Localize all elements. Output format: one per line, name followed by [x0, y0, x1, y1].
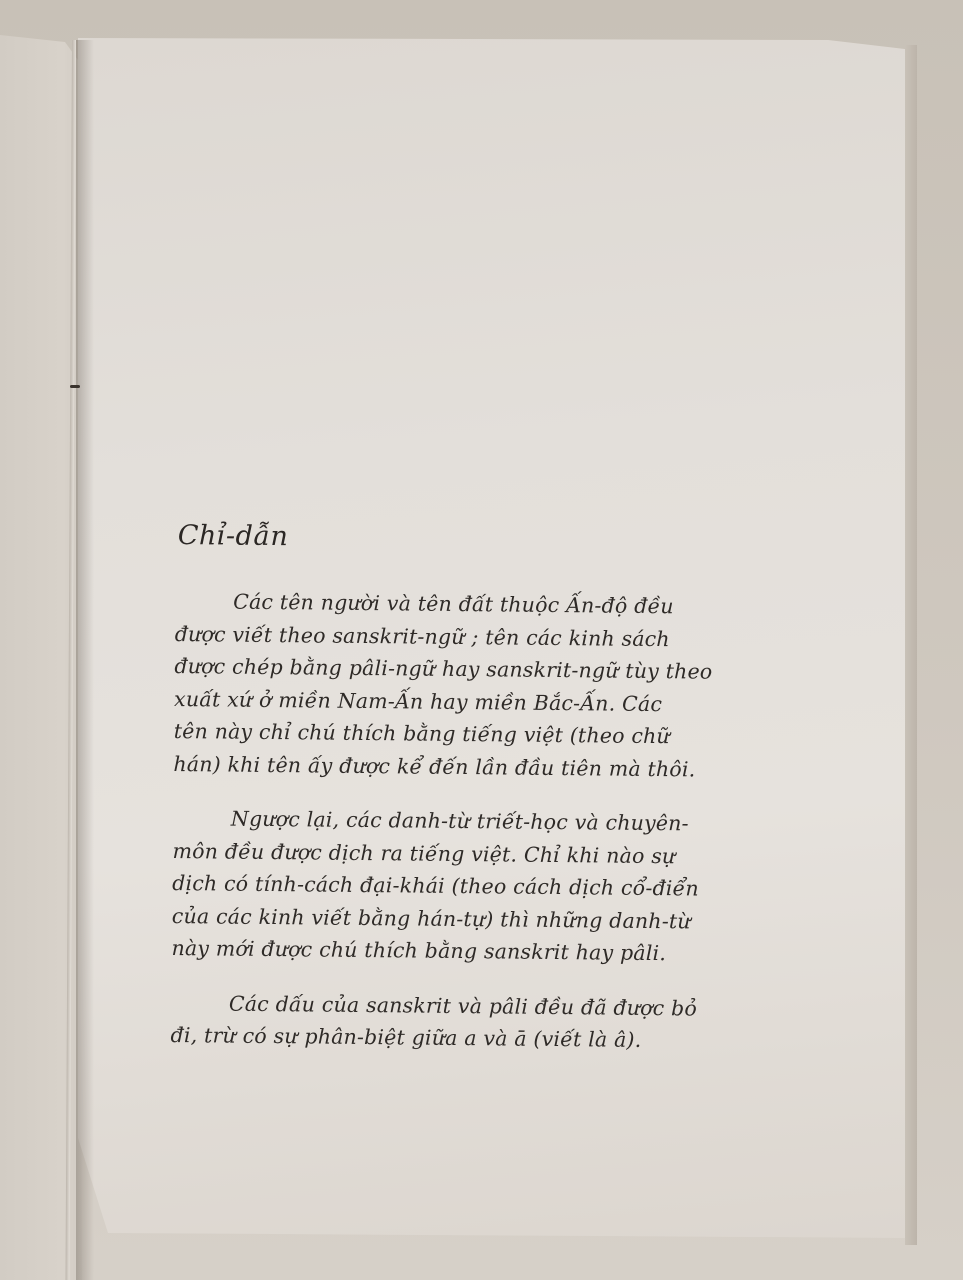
text-line: dịch có tính-cách đại-khái (theo cách dịch cổ-điển	[172, 870, 699, 901]
text-line: hán) khi tên ấy được kể đến lần đầu tiên mà thôi.	[173, 751, 696, 781]
page-title: Chỉ-dẫn	[177, 520, 289, 553]
text-line: được viết theo sanskrit-ngữ ; tên các kinh sách	[174, 621, 670, 651]
text-line: được chép bằng pâli-ngữ hay sanskrit-ngữ tùy theo	[174, 653, 713, 684]
binding-staple	[70, 385, 80, 388]
text-line: xuất xứ ở miền Nam-Ấn hay miền Bắc-Ấn. Các	[174, 686, 663, 716]
text-line: này mới được chú thích bằng sanskrit hay pâli.	[171, 935, 667, 966]
text-line: Ngược lại, các danh-từ triết-học và chuyên-	[230, 806, 689, 836]
text-line: Các tên người và tên đất thuộc Ấn-độ đều	[233, 589, 674, 619]
paragraph-1	[173, 585, 815, 787]
text-line: tên này chỉ chú thích bằng tiếng việt (theo chữ	[173, 718, 671, 749]
page-stack-edge	[905, 45, 917, 1245]
paragraph-3	[170, 986, 811, 1058]
spine-shadow	[76, 40, 94, 1280]
text-line: môn đều được dịch ra tiếng việt. Chỉ khi nào sự	[172, 838, 676, 868]
text-line: đi, trừ có sự phân-biệt giữa a và ā (viết là â).	[170, 1022, 642, 1052]
page-content	[170, 520, 816, 1080]
paragraph-2	[171, 802, 813, 971]
text-line: của các kinh viết bằng hán-tự) thì những danh-từ	[171, 903, 691, 933]
text-line: Các dấu của sanskrit và pâli đều đã được bỏ	[228, 991, 698, 1020]
